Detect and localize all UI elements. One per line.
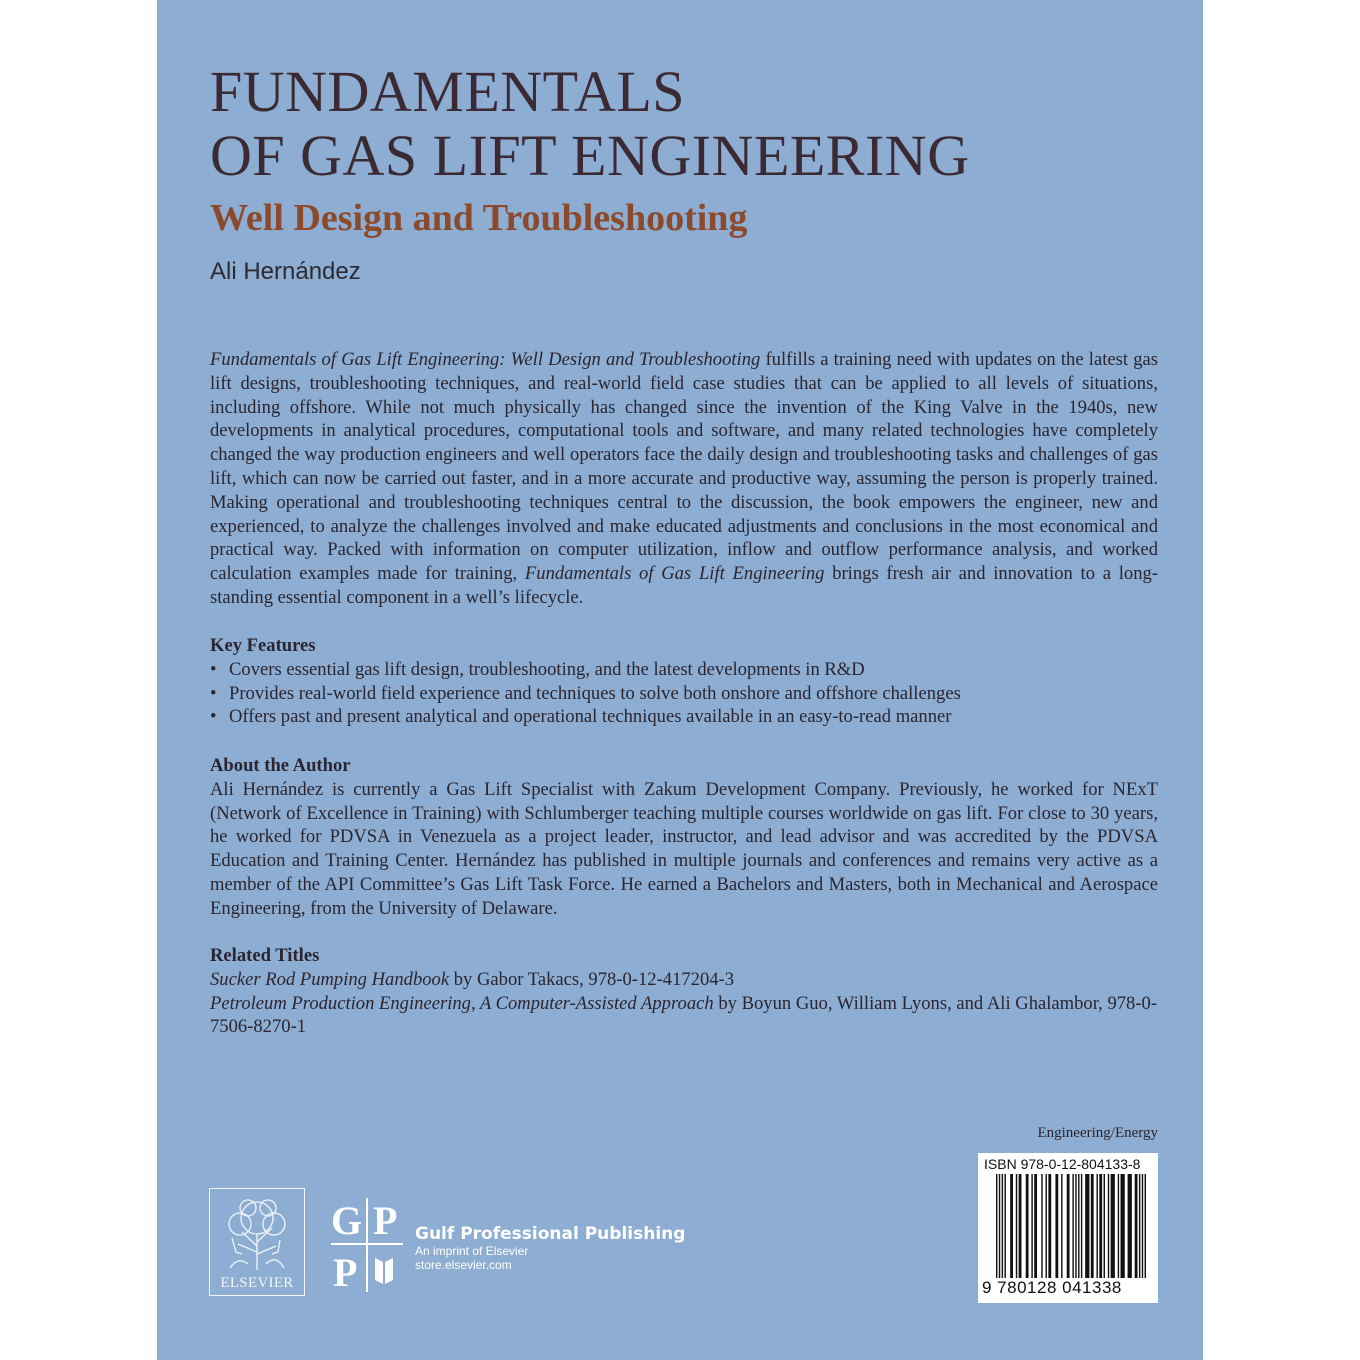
barcode-bar	[1041, 1174, 1042, 1278]
barcode-bar	[1061, 1174, 1062, 1278]
barcode-bar	[1091, 1174, 1094, 1278]
barcode-bar	[996, 1174, 997, 1278]
book-title	[210, 60, 970, 188]
barcode-bar	[1104, 1174, 1105, 1278]
barcode-bar	[1142, 1174, 1143, 1278]
related-titles-section	[210, 944, 1158, 1039]
book-description	[210, 348, 1158, 610]
publisher-website: store.elsevier.com	[415, 1258, 512, 1272]
related-titles-heading: Related Titles	[210, 945, 320, 966]
book-subtitle: Well Design and Troubleshooting	[210, 197, 748, 239]
about-author-text: Ali Hernández is currently a Gas Lift Specialist with Zakum Development Company. Previously, he worked for NExT (Network of Excellence in Training) with Schlumberger teaching multiple courses worldwide on gas lift. For close to 30 years, he worked for PDVSA in Venezuela as a project leader, instructor, and lead advisor and was accredited by the PDVSA Education and Training Center. Hernández has published in multiple journals and conferences and remains very active as a member of the API Committee’s Gas Lift Task Force. He earned a Bachelors and Masters, both in Mechanical and Aerospace Engineering, from the University of Delaware.	[210, 778, 1158, 919]
key-feature-item: • Offers past and present analytical and operational techniques available in an easy-to-read manner	[210, 705, 1158, 729]
barcode-bar	[1048, 1174, 1051, 1278]
description-mid-title: Fundamentals of Gas Lift Engineering	[524, 563, 825, 585]
author-name: Ali Hernández	[210, 258, 361, 285]
description-tail: brings fresh air and innovation to a long-standing essential component in a well’s lifecycle.	[210, 563, 1158, 608]
gpp-letter-p: P	[373, 1198, 398, 1243]
key-features-heading: Key Features	[210, 635, 316, 656]
isbn-barcode	[978, 1153, 1158, 1303]
barcode-bar	[1078, 1174, 1079, 1278]
barcode-bar	[1010, 1174, 1013, 1278]
barcode-bar	[1108, 1174, 1109, 1278]
barcode-bar	[1085, 1174, 1089, 1278]
barcode-bar	[1031, 1174, 1032, 1278]
book-back-cover	[157, 0, 1203, 1360]
key-features-list	[210, 658, 1158, 729]
barcode-bar	[1128, 1174, 1132, 1278]
barcode-bar	[1118, 1174, 1119, 1278]
barcode-bar	[1121, 1174, 1125, 1278]
publisher-name: Gulf Professional Publishing	[415, 1224, 686, 1244]
barcode-bar	[1046, 1174, 1047, 1278]
barcode-bar	[1034, 1174, 1037, 1278]
barcode-bar	[1055, 1174, 1058, 1278]
related-title-item	[210, 992, 1158, 1040]
related-title-item	[210, 968, 1158, 992]
title-line-1: FUNDAMENTALS	[210, 59, 686, 124]
elsevier-logo	[209, 1188, 305, 1296]
barcode-bar	[999, 1174, 1000, 1278]
barcode-bar	[1139, 1174, 1140, 1278]
key-feature-item: • Covers essential gas lift design, troubleshooting, and the latest developments in R&D	[210, 658, 1158, 682]
barcode-bar	[1145, 1174, 1146, 1278]
related-title-details: by Boyun Guo, William Lyons, and Ali Ghalambor, 978-0-7506-8270-1	[210, 992, 1158, 1038]
elsevier-tree-icon	[218, 1194, 296, 1272]
barcode-bar	[1099, 1174, 1102, 1278]
elsevier-wordmark: ELSEVIER	[220, 1275, 294, 1291]
isbn-label: ISBN 978-0-12-804133-8	[984, 1156, 1141, 1172]
barcode-bar	[1111, 1174, 1115, 1278]
barcode-bar	[1016, 1174, 1017, 1278]
gpp-letter-g: G	[331, 1198, 363, 1243]
title-line-2: OF GAS LIFT ENGINEERING	[210, 123, 970, 188]
description-body: fulfills a training need with updates on the latest gas lift designs, troubleshooting techniques, and real-world field case studies that can be applied to all levels of situations, including offshore. While not much physically has changed since the invention of the King Valve in the 1940s, new developments in analytical procedures, computational tools and software, and many related technologies have completely changed the way production engineers and well operators face the daily design and troubleshooting tasks and challenges of gas lift, which can now be carried out faster, and in a more accurate and productive way, assuming the person is properly trained. Making operational and troubleshooting techniques central to the discussion, the book empowers the engineer, new and experienced, to analyze the challenges involved and make educated adjustments and conclusions in the most economical and practical way. Packed with information on computer utilization, inflow and outflow performance analysis, and worked calculation examples made for training,	[210, 349, 1158, 585]
barcode-digits: 9 780128 041338	[982, 1278, 1122, 1297]
barcode-bar	[1002, 1174, 1003, 1278]
related-title-details: by Gabor Takacs, 978-0-12-417204-3	[449, 968, 735, 990]
barcode-bar	[1081, 1174, 1082, 1278]
subject-category: Engineering/Energy	[1037, 1125, 1158, 1141]
key-feature-item: • Provides real-world field experience and techniques to solve both onshore and offshore challenges	[210, 682, 1158, 706]
barcode-bar	[1135, 1174, 1138, 1278]
barcode-bar	[1096, 1174, 1097, 1278]
barcode-bar	[1072, 1174, 1073, 1278]
barcode-bar	[1026, 1174, 1029, 1278]
related-title-name: Petroleum Production Engineering, A Computer-Assisted Approach	[210, 992, 714, 1014]
barcode-bar	[1067, 1174, 1070, 1278]
publisher-imprint: An imprint of Elsevier	[415, 1244, 529, 1258]
gpp-publisher-info	[415, 1224, 685, 1272]
barcode-bar	[1004, 1174, 1005, 1278]
barcode-bar	[1075, 1174, 1076, 1278]
gpp-letter-p-lower: P	[333, 1250, 358, 1295]
gpp-logo-icon	[327, 1196, 407, 1296]
description-lead-title: Fundamentals of Gas Lift Engineering: Well Design and Troubleshooting	[210, 349, 761, 370]
about-author-heading: About the Author	[210, 755, 351, 776]
barcode-bar	[1019, 1174, 1022, 1278]
about-author-section	[210, 754, 1158, 921]
barcode-bars	[996, 1174, 1146, 1278]
key-features-section	[210, 634, 1158, 729]
related-title-name: Sucker Rod Pumping Handbook	[210, 968, 450, 990]
